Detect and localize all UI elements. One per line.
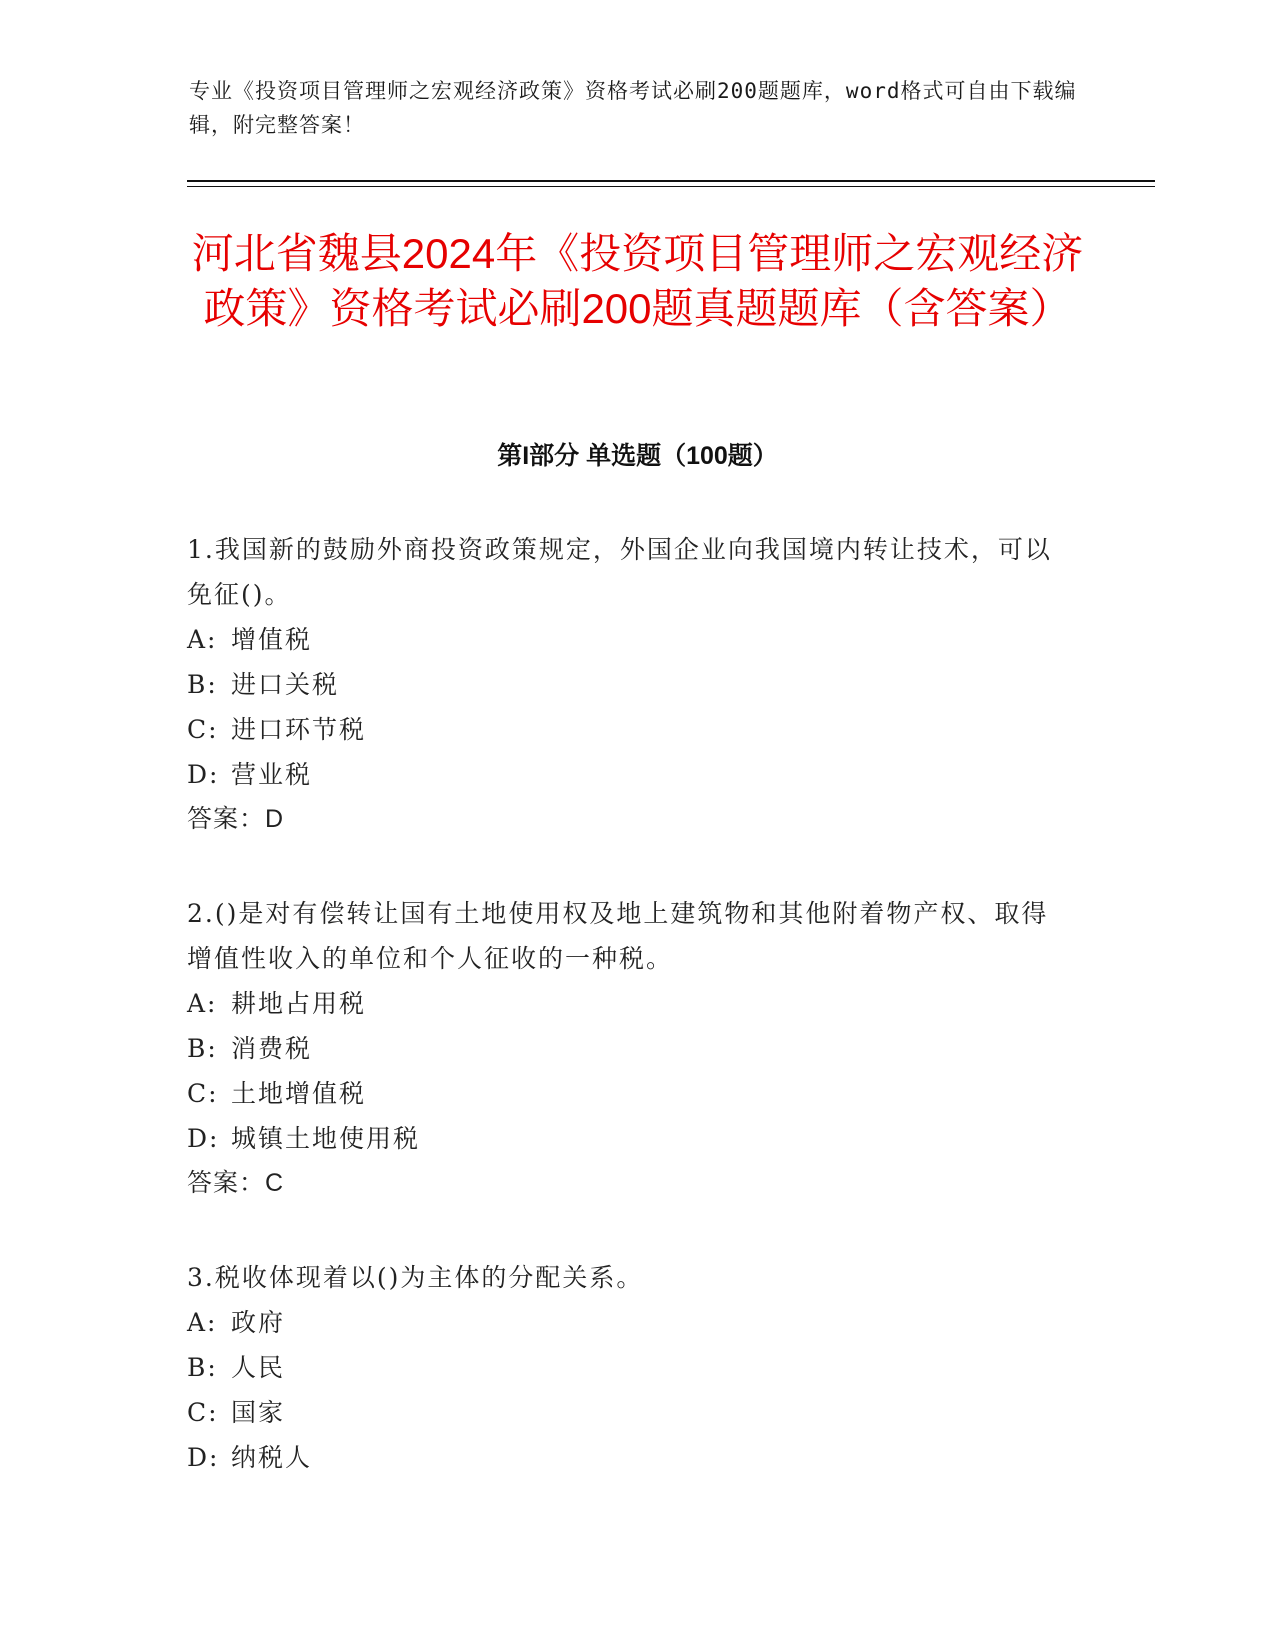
option-text: 营业税: [231, 760, 313, 789]
question-stem: 1.我国新的鼓励外商投资政策规定，外国企业向我国境内转让技术，可以免征()。: [187, 535, 1052, 609]
option-b: [187, 1026, 1057, 1071]
option-text: 国家: [231, 1398, 286, 1427]
header-divider-thin: [187, 186, 1155, 187]
option-text: 消费税: [231, 1034, 313, 1063]
option-d: [187, 1435, 1057, 1480]
option-label: D:: [187, 760, 220, 789]
option-label: C:: [187, 1398, 219, 1427]
option-label: A:: [187, 989, 218, 1018]
question-stem: 3.税收体现着以()为主体的分配关系。: [187, 1263, 644, 1292]
option-label: B:: [187, 1353, 218, 1382]
option-a: [187, 617, 1057, 662]
option-label: C:: [187, 715, 219, 744]
option-c: [187, 1390, 1057, 1435]
option-c: [187, 1071, 1057, 1116]
option-b: [187, 1345, 1057, 1390]
option-text: 纳税人: [231, 1443, 313, 1472]
option-label: B:: [187, 1034, 218, 1063]
document-title: 河北省魏县2024年《投资项目管理师之宏观经济政策》资格考试必刷200题真题题库（含答案）: [191, 230, 1084, 332]
section-title: 第I部分 单选题（100题）: [497, 442, 778, 470]
option-text: 人民: [231, 1353, 286, 1382]
option-label: A:: [187, 625, 218, 654]
question-3: [187, 1255, 1057, 1480]
answer-line: 答案：C: [187, 1169, 285, 1197]
option-text: 进口关税: [231, 670, 340, 699]
question-1: [187, 527, 1057, 842]
option-a: [187, 1300, 1057, 1345]
option-text: 城镇土地使用税: [231, 1124, 421, 1153]
option-label: A:: [187, 1308, 218, 1337]
option-c: [187, 707, 1057, 752]
option-b: [187, 662, 1057, 707]
option-text: 进口环节税: [231, 715, 367, 744]
question-stem: 2.()是对有偿转让国有土地使用权及地上建筑物和其他附着物产权、取得增值性收入的单位和个人征收的一种税。: [187, 899, 1049, 973]
option-text: 增值税: [231, 625, 313, 654]
option-label: D:: [187, 1124, 220, 1153]
header-note: 专业《投资项目管理师之宏观经济政策》资格考试必刷200题题库，word格式可自由下载编辑，附完整答案！: [189, 79, 1077, 137]
option-label: C:: [187, 1079, 219, 1108]
option-label: B:: [187, 670, 218, 699]
option-text: 耕地占用税: [231, 989, 367, 1018]
option-d: [187, 1116, 1057, 1161]
option-text: 政府: [231, 1308, 286, 1337]
question-2: [187, 891, 1057, 1206]
option-text: 土地增值税: [231, 1079, 367, 1108]
option-d: [187, 752, 1057, 797]
answer-line: 答案：D: [187, 805, 285, 833]
header-divider-thick: [187, 180, 1155, 182]
option-label: D:: [187, 1443, 220, 1472]
option-a: [187, 981, 1057, 1026]
